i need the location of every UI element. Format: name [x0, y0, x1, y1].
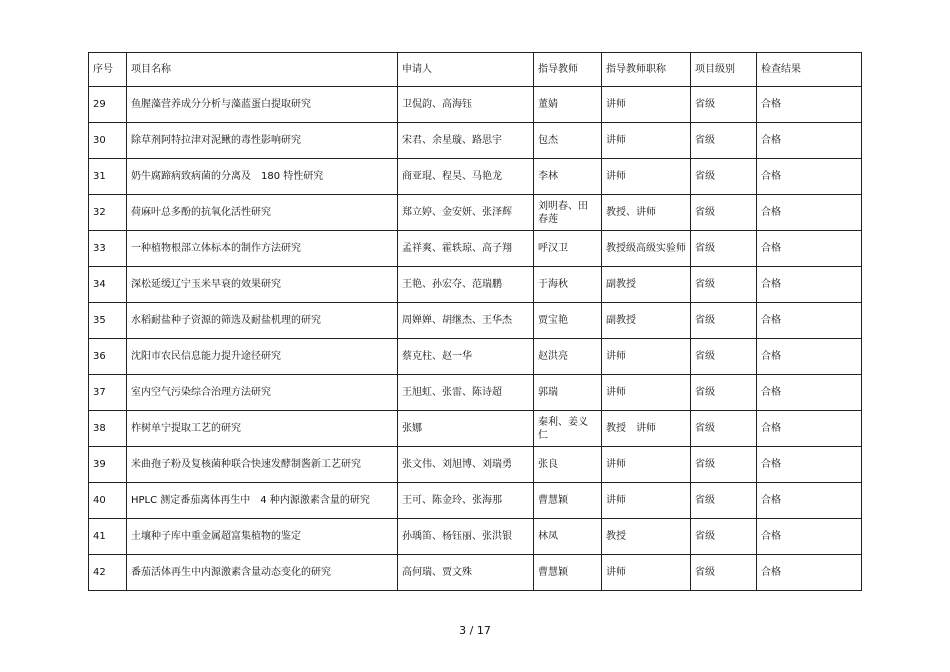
cell-advisor: 于海秋: [534, 267, 602, 303]
cell-advisor: 呼汉卫: [534, 231, 602, 267]
cell-project-name: HPLC 测定番茄离体再生中 4 种内源激素含量的研究: [127, 483, 398, 519]
cell-project-level: 省级: [691, 411, 757, 447]
page-indicator: 3 / 17: [459, 624, 491, 637]
cell-advisor-title: 讲师: [602, 123, 691, 159]
header-cell: 检查结果: [757, 53, 862, 87]
header-cell: 指导教师: [534, 53, 602, 87]
table-row: [89, 519, 862, 555]
cell-advisor-title: 讲师: [602, 339, 691, 375]
cell-applicants: 周婵婵、胡继杰、王华杰: [398, 303, 534, 339]
cell-index: 41: [89, 519, 127, 555]
cell-project-name: 奶牛腐蹄病致病菌的分离及 180 特性研究: [127, 159, 398, 195]
cell-advisor: 曹慧颖: [534, 555, 602, 591]
cell-index: 33: [89, 231, 127, 267]
cell-advisor: 张良: [534, 447, 602, 483]
cell-project-name: 除草剂阿特拉津对泥鳅的毒性影响研究: [127, 123, 398, 159]
cell-project-level: 省级: [691, 303, 757, 339]
cell-index: 32: [89, 195, 127, 231]
cell-applicants: 商亚琨、程昊、马艳龙: [398, 159, 534, 195]
cell-advisor: 董婧: [534, 87, 602, 123]
cell-inspection-result: 合格: [757, 195, 862, 231]
cell-inspection-result: 合格: [757, 303, 862, 339]
cell-index: 36: [89, 339, 127, 375]
cell-inspection-result: 合格: [757, 411, 862, 447]
table-row: [89, 267, 862, 303]
cell-advisor: 曹慧颖: [534, 483, 602, 519]
table-row: [89, 231, 862, 267]
cell-project-level: 省级: [691, 267, 757, 303]
cell-applicants: 蔡克柱、赵一华: [398, 339, 534, 375]
cell-index: 40: [89, 483, 127, 519]
cell-index: 29: [89, 87, 127, 123]
cell-project-level: 省级: [691, 231, 757, 267]
cell-inspection-result: 合格: [757, 483, 862, 519]
table-row: [89, 339, 862, 375]
cell-project-level: 省级: [691, 195, 757, 231]
cell-advisor: 包杰: [534, 123, 602, 159]
cell-advisor-title: 副教授: [602, 267, 691, 303]
cell-project-name: 荷麻叶总多酚的抗氧化活性研究: [127, 195, 398, 231]
cell-advisor-title: 讲师: [602, 159, 691, 195]
table-row: [89, 159, 862, 195]
cell-applicants: 孙瑀笛、杨钰丽、张洪银: [398, 519, 534, 555]
cell-project-name: 柞树单宁提取工艺的研究: [127, 411, 398, 447]
cell-index: 42: [89, 555, 127, 591]
project-inspection-table: [88, 52, 862, 591]
cell-advisor-title: 讲师: [602, 483, 691, 519]
cell-index: 30: [89, 123, 127, 159]
cell-applicants: 张文伟、刘旭博、刘瑞勇: [398, 447, 534, 483]
cell-project-name: 土壤种子库中重金属超富集植物的鉴定: [127, 519, 398, 555]
cell-project-name: 室内空气污染综合治理方法研究: [127, 375, 398, 411]
cell-index: 39: [89, 447, 127, 483]
table-row: [89, 87, 862, 123]
header-cell: 项目级别: [691, 53, 757, 87]
cell-applicants: 孟祥爽、霍轶琼、高子翔: [398, 231, 534, 267]
cell-advisor: 秦利、姜义仁: [534, 411, 602, 447]
cell-project-level: 省级: [691, 519, 757, 555]
cell-inspection-result: 合格: [757, 123, 862, 159]
cell-inspection-result: 合格: [757, 159, 862, 195]
table-row: [89, 303, 862, 339]
cell-advisor-title: 讲师: [602, 447, 691, 483]
table-row: [89, 375, 862, 411]
cell-inspection-result: 合格: [757, 87, 862, 123]
cell-advisor: 刘明春、田春莲: [534, 195, 602, 231]
header-cell: 项目名称: [127, 53, 398, 87]
cell-project-name: 深松延缓辽宁玉米早衰的效果研究: [127, 267, 398, 303]
cell-applicants: 张娜: [398, 411, 534, 447]
table-row: [89, 411, 862, 447]
cell-inspection-result: 合格: [757, 231, 862, 267]
cell-project-level: 省级: [691, 87, 757, 123]
cell-advisor-title: 教授: [602, 519, 691, 555]
cell-project-level: 省级: [691, 123, 757, 159]
cell-project-level: 省级: [691, 483, 757, 519]
cell-inspection-result: 合格: [757, 555, 862, 591]
cell-project-level: 省级: [691, 339, 757, 375]
cell-applicants: 王可、陈金玲、张海那: [398, 483, 534, 519]
cell-index: 38: [89, 411, 127, 447]
cell-index: 35: [89, 303, 127, 339]
cell-advisor-title: 讲师: [602, 555, 691, 591]
cell-project-name: 沈阳市农民信息能力提升途径研究: [127, 339, 398, 375]
cell-advisor-title: 讲师: [602, 87, 691, 123]
cell-advisor: 贾宝艳: [534, 303, 602, 339]
cell-inspection-result: 合格: [757, 519, 862, 555]
table-row: [89, 123, 862, 159]
cell-applicants: 高何瑞、贾文殊: [398, 555, 534, 591]
cell-advisor-title: 教授 讲师: [602, 411, 691, 447]
cell-index: 31: [89, 159, 127, 195]
cell-project-level: 省级: [691, 447, 757, 483]
cell-advisor: 李林: [534, 159, 602, 195]
cell-applicants: 卫侃韵、高海钰: [398, 87, 534, 123]
cell-advisor-title: 教授、讲师: [602, 195, 691, 231]
cell-project-level: 省级: [691, 555, 757, 591]
cell-project-name: 水稻耐盐种子资源的筛选及耐盐机理的研究: [127, 303, 398, 339]
cell-advisor: 赵洪亮: [534, 339, 602, 375]
cell-advisor-title: 副教授: [602, 303, 691, 339]
cell-index: 37: [89, 375, 127, 411]
cell-advisor: 郭瑞: [534, 375, 602, 411]
cell-project-name: 一种植物根部立体标本的制作方法研究: [127, 231, 398, 267]
cell-project-name: 番茄活体再生中内源激素含量动态变化的研究: [127, 555, 398, 591]
cell-project-name: 鱼腥藻营养成分分析与藻蓝蛋白提取研究: [127, 87, 398, 123]
cell-applicants: 王艳、孙宏夺、范瑞鹏: [398, 267, 534, 303]
cell-applicants: 郑立婷、金安妍、张泽辉: [398, 195, 534, 231]
cell-applicants: 王旭虹、张雷、陈诗超: [398, 375, 534, 411]
header-cell: 序号: [89, 53, 127, 87]
cell-advisor-title: 教授级高级实验师: [602, 231, 691, 267]
cell-project-name: 米曲孢子粉及复核菌种联合快速发酵制酱新工艺研究: [127, 447, 398, 483]
cell-index: 34: [89, 267, 127, 303]
cell-project-level: 省级: [691, 159, 757, 195]
table-row: [89, 447, 862, 483]
cell-advisor: 林凤: [534, 519, 602, 555]
cell-inspection-result: 合格: [757, 339, 862, 375]
table-row: [89, 555, 862, 591]
cell-inspection-result: 合格: [757, 375, 862, 411]
header-cell: 指导教师职称: [602, 53, 691, 87]
table-header-row: [89, 53, 862, 87]
table-row: [89, 483, 862, 519]
cell-advisor-title: 讲师: [602, 375, 691, 411]
cell-project-level: 省级: [691, 375, 757, 411]
header-cell: 申请人: [398, 53, 534, 87]
cell-inspection-result: 合格: [757, 447, 862, 483]
cell-applicants: 宋君、余星璇、路思宇: [398, 123, 534, 159]
cell-inspection-result: 合格: [757, 267, 862, 303]
table-row: [89, 195, 862, 231]
